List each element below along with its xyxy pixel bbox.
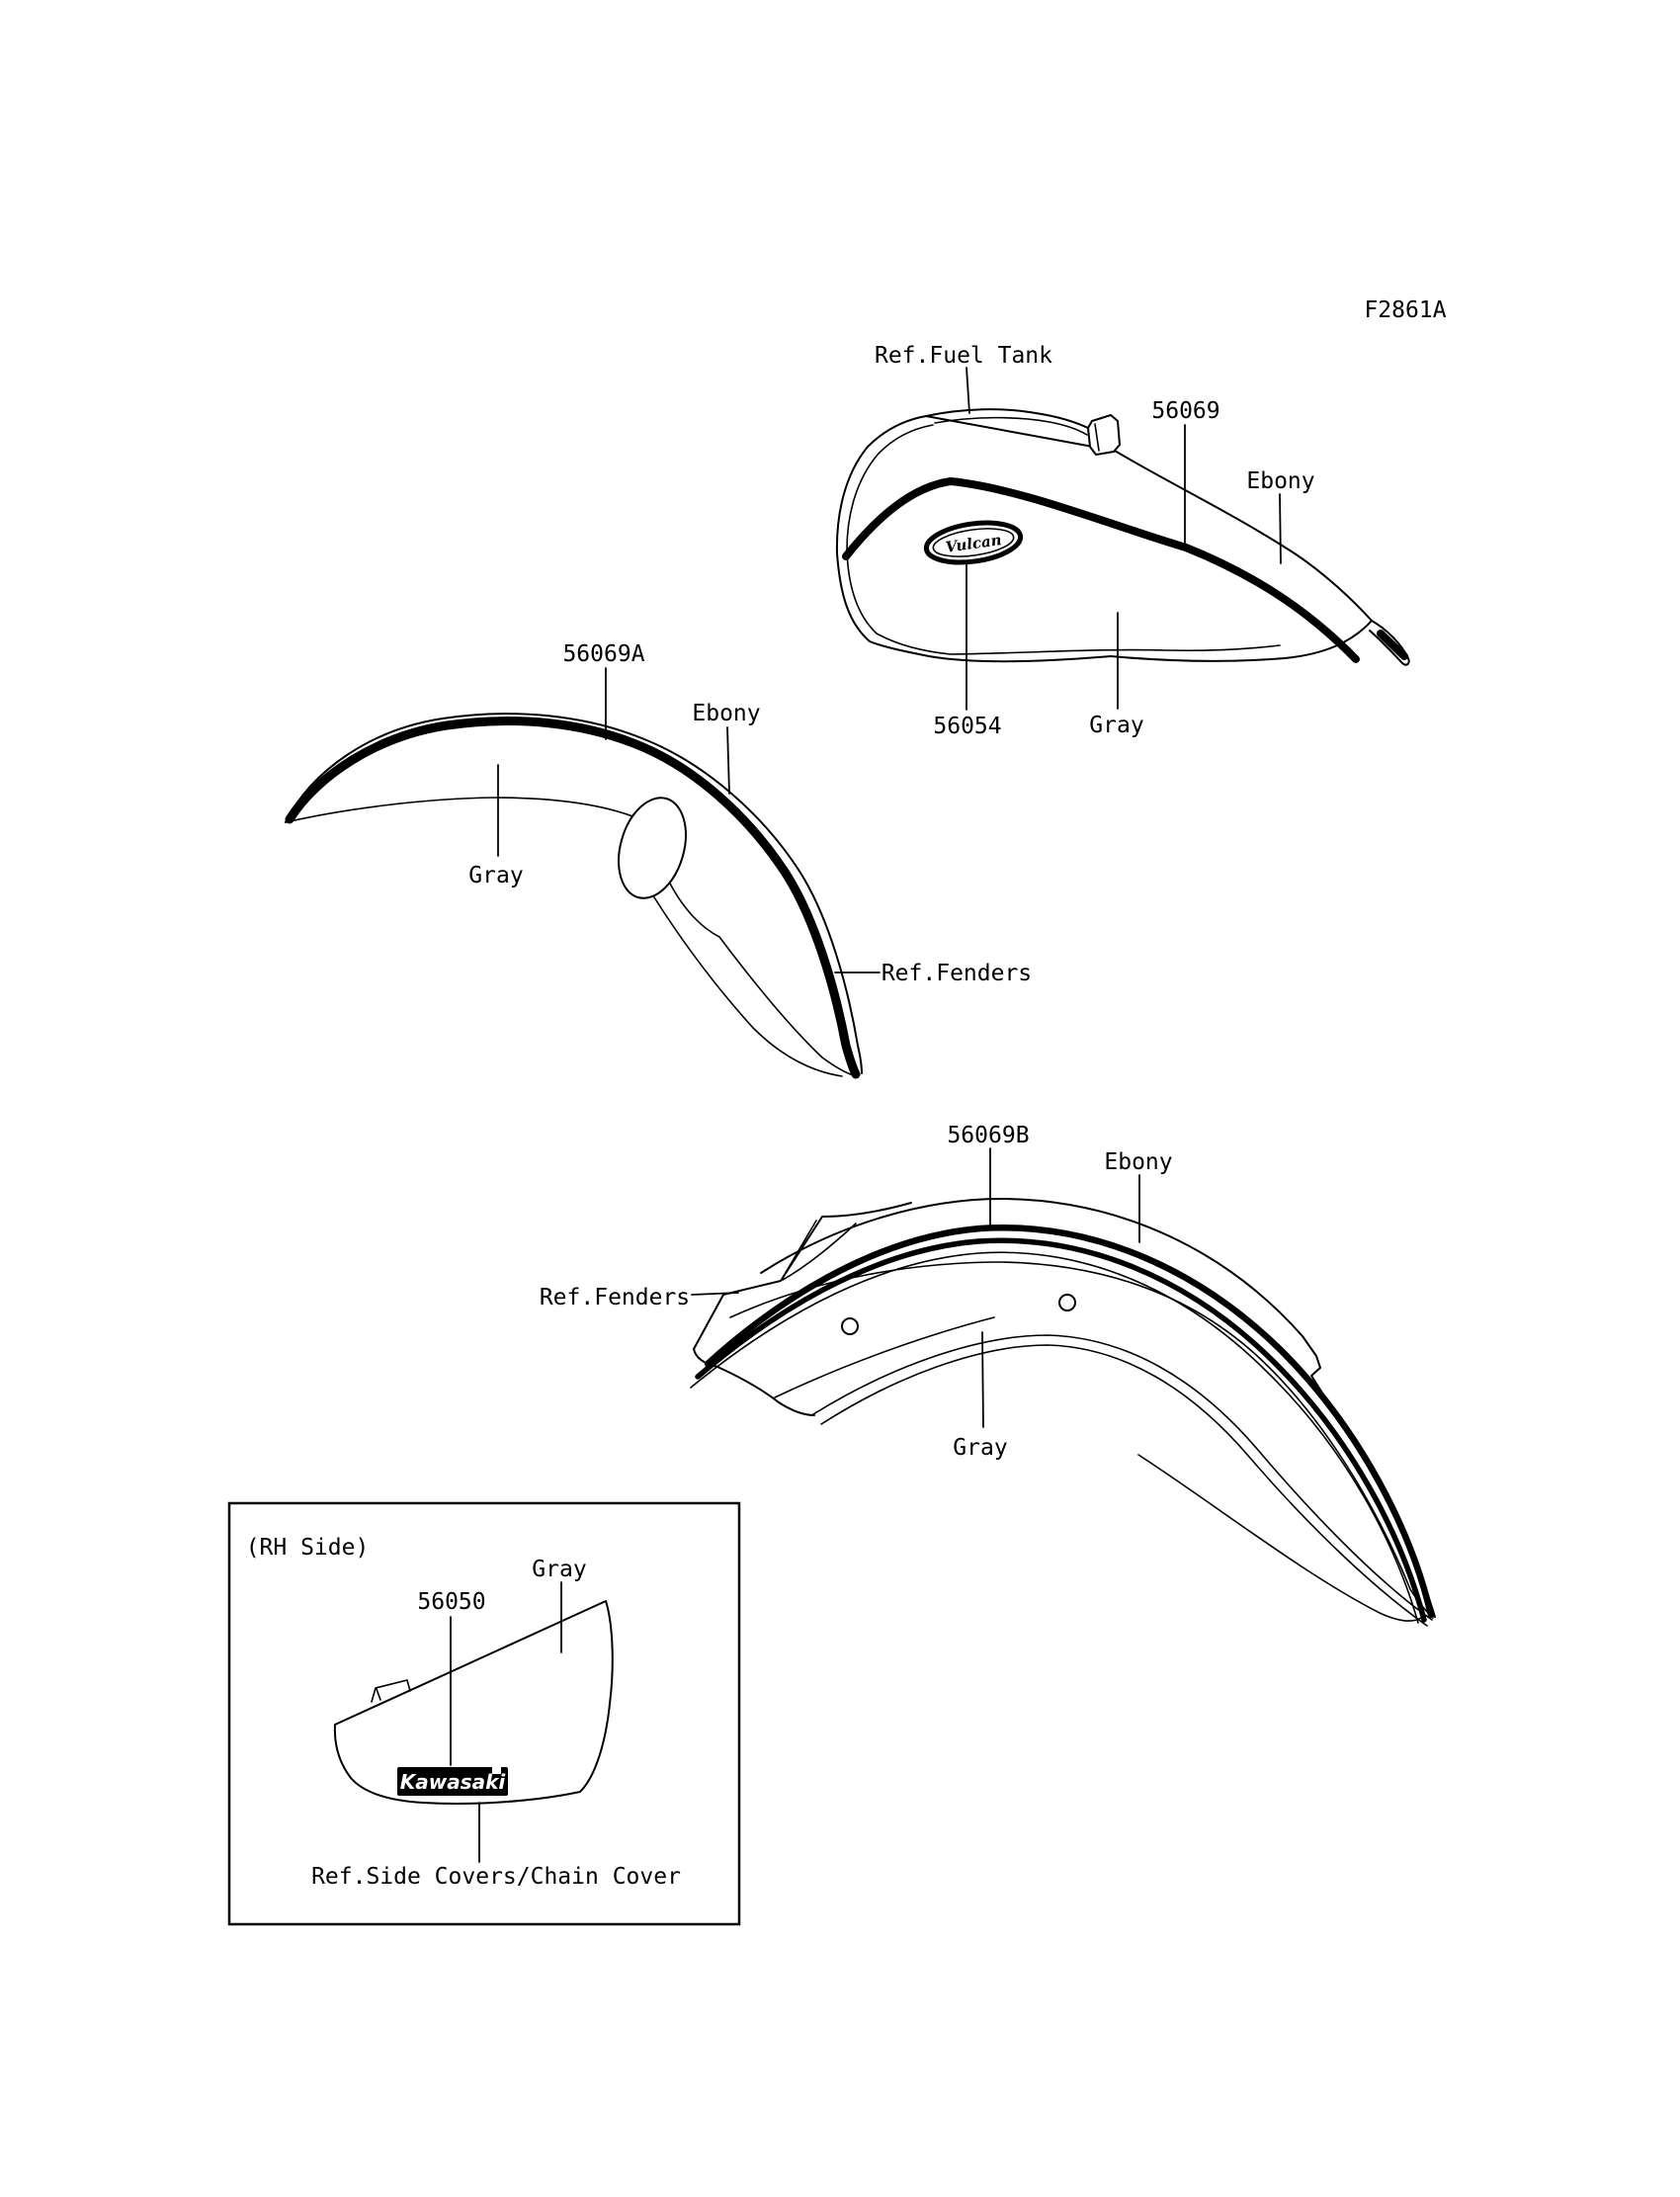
rear-fender-skirt-line-1 [813,1335,1432,1620]
front-fender-ref-label: Ref.Fenders [881,961,1033,986]
label-ebony-tank: Ebony [1246,468,1315,494]
label-ebony-front: Ebony [692,701,761,726]
front-fender-drawing [286,641,1032,1076]
side-cover-latch-tab-line [377,1689,380,1700]
front-fender-side-cutout [608,790,697,906]
label-part-56050: 56050 [417,1589,486,1615]
side-cover-badge-text: Kawasaki [399,1770,506,1794]
rear-fender-crease-line [775,1317,994,1397]
leader-ebony-tank [1280,494,1281,563]
rear-fender-skirt-line-2 [821,1345,1427,1626]
rear-fender-bracket [694,1203,911,1415]
rear-fender-bolt-hole-left [842,1318,858,1334]
side-cover-side-note: (RH Side) [245,1535,370,1561]
rear-fender-ref-label: Ref.Fenders [539,1285,691,1310]
rear-fender-stripe-lower-edge [691,1252,1418,1623]
label-gray-side-cover: Gray [532,1557,587,1582]
rear-fender-drawing [540,1123,1435,1626]
side-cover-inset [229,1503,739,1924]
fuel-tank-seam-line [847,425,1280,654]
label-gray-tank: Gray [1089,713,1144,738]
leader-ebony-front [727,727,729,794]
front-fender-opening-edge [286,798,640,822]
front-fender-stripe-decal [290,721,856,1074]
rear-fender-bracket-inner-line-1 [784,1221,816,1276]
fuel-tank-ref-label: Ref.Fuel Tank [874,343,1053,369]
fuel-tank-drawing [837,343,1409,739]
label-part-56054: 56054 [933,714,1002,739]
diagram-code: F2861A [1364,297,1447,323]
fuel-tank-emblem-text: Vulcan [944,531,1003,556]
side-cover-ref-label: Ref.Side Covers/Chain Cover [311,1864,681,1890]
label-ebony-rear: Ebony [1104,1149,1173,1175]
label-part-56069: 56069 [1151,398,1220,424]
label-part-56069b: 56069B [947,1123,1030,1148]
label-gray-rear: Gray [953,1435,1008,1461]
rear-fender-bolt-hole-right [1059,1295,1075,1310]
label-part-56069a: 56069A [562,641,645,667]
fuel-tank-emblem [924,518,1023,568]
side-cover-badge [397,1767,508,1796]
leader-ref-fenders-rear [692,1293,738,1295]
fuel-tank-filler-cap [1088,415,1120,455]
leader-gray-rear [982,1332,983,1427]
label-gray-front: Gray [468,863,524,888]
side-cover-inset-border [229,1503,739,1924]
leader-ref-fuel-tank [966,368,969,413]
front-fender-outline [286,714,862,1073]
